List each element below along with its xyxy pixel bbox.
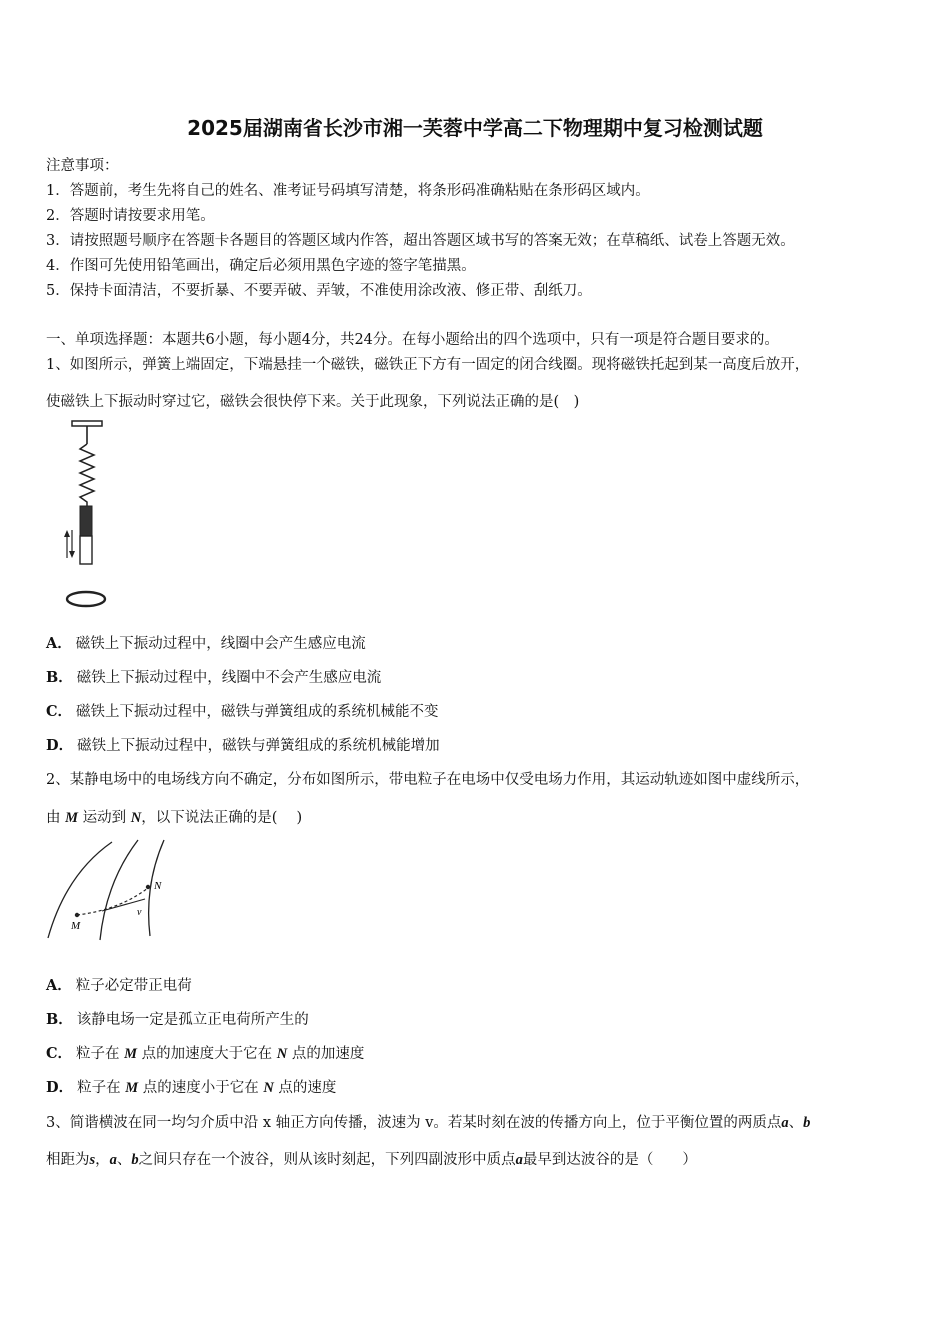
q1-up-arrow-icon <box>64 530 70 537</box>
q1-down-arrow-icon <box>69 551 75 558</box>
notice-item-1: 1．答题前，考生先将自己的姓名、准考证号码填写清楚，将条形码准确粘贴在条形码区域内。 <box>46 183 650 199</box>
notice-item-5: 5．保持卡面清洁，不要折暴、不要弄破、弄皱，不准使用涂改液、修正带、刮纸刀。 <box>46 283 592 299</box>
q2-option-c[interactable]: C． 粒子在 M 点的加速度大于它在 N 点的加速度 <box>46 1045 365 1062</box>
q2-stem-line1: 2、某静电场中的电场线方向不确定，分布如图所示，带电粒子在电场中仅受电场力作用，其运动轨迹如图中虚线所示， <box>46 772 810 788</box>
q1-stem-line2: 使磁铁上下振动时穿过它，磁铁会很快停下来。关于此现象，下列说法正确的是( ) <box>46 394 580 410</box>
q3-stem-line2: 相距为s，a、b之间只存在一个波谷，则从该时刻起，下列四副波形中质点a最早到达波谷的是（ ） <box>46 1152 697 1168</box>
q1-coil-ring <box>67 592 105 606</box>
q2-figure-field-lines <box>44 836 174 944</box>
q2-option-a[interactable]: A． 粒子必定带正电荷 <box>46 977 192 994</box>
var-M: M <box>65 810 79 826</box>
q1-ceiling-bar <box>72 421 102 426</box>
q2-point-M <box>75 913 79 917</box>
notice-item-2: 2．答题时请按要求用笔。 <box>46 208 215 224</box>
q2-stem-line2: 由 M 运动到 N，以下说法正确的是( ) <box>46 810 303 826</box>
page-title: 2025届湖南省长沙市湘一芙蓉中学高二下物理期中复习检测试题 <box>187 116 763 140</box>
notice-heading: 注意事项： <box>46 158 119 174</box>
q2-option-d[interactable]: D． 粒子在 M 点的速度小于它在 N 点的速度 <box>46 1079 337 1096</box>
q2-option-b[interactable]: B． 该静电场一定是孤立正电荷所产生的 <box>46 1011 309 1028</box>
notice-item-4: 4．作图可先使用铅笔画出，确定后必须用黑色字迹的签字笔描黑。 <box>46 258 476 274</box>
section-heading: 一、单项选择题：本题共6小题，每小题4分，共24分。在每小题给出的四个选项中，只有一项是符合题目要求的。 <box>46 332 779 348</box>
q1-magnet-upper <box>80 506 92 536</box>
q1-option-c[interactable]: C． 磁铁上下振动过程中，磁铁与弹簧组成的系统机械能不变 <box>46 703 439 720</box>
q2-field-line-2 <box>100 840 138 940</box>
q1-magnet-lower <box>80 536 92 564</box>
q1-stem-line1: 1、如图所示，弹簧上端固定，下端悬挂一个磁铁，磁铁正下方有一固定的闭合线圈。现将磁铁托起到某一高度后放开， <box>46 357 810 373</box>
notice-item-3: 3．请按照题号顺序在答题卡各题目的答题区域内作答，超出答题区域书写的答案无效；在草稿纸、试卷上答题无效。 <box>46 233 795 249</box>
q2-label-M: M <box>71 920 81 932</box>
q3-stem-line1: 3、简谐横波在同一均匀介质中沿 x 轴正方向传播，波速为 v。若某时刻在波的传播方向上，位于平衡位置的两质点a、b <box>46 1115 811 1131</box>
var-N: N <box>130 810 142 826</box>
q2-label-N: N <box>154 880 162 892</box>
q1-spring <box>80 444 94 506</box>
q1-figure-spring-magnet <box>58 418 118 614</box>
q1-option-d[interactable]: D． 磁铁上下振动过程中，磁铁与弹簧组成的系统机械能增加 <box>46 737 440 754</box>
q2-label-v: v <box>137 907 142 918</box>
q2-point-N <box>146 885 150 889</box>
q1-option-a[interactable]: A． 磁铁上下振动过程中，线圈中会产生感应电流 <box>46 635 366 652</box>
q1-option-b[interactable]: B． 磁铁上下振动过程中，线圈中不会产生感应电流 <box>46 669 382 686</box>
